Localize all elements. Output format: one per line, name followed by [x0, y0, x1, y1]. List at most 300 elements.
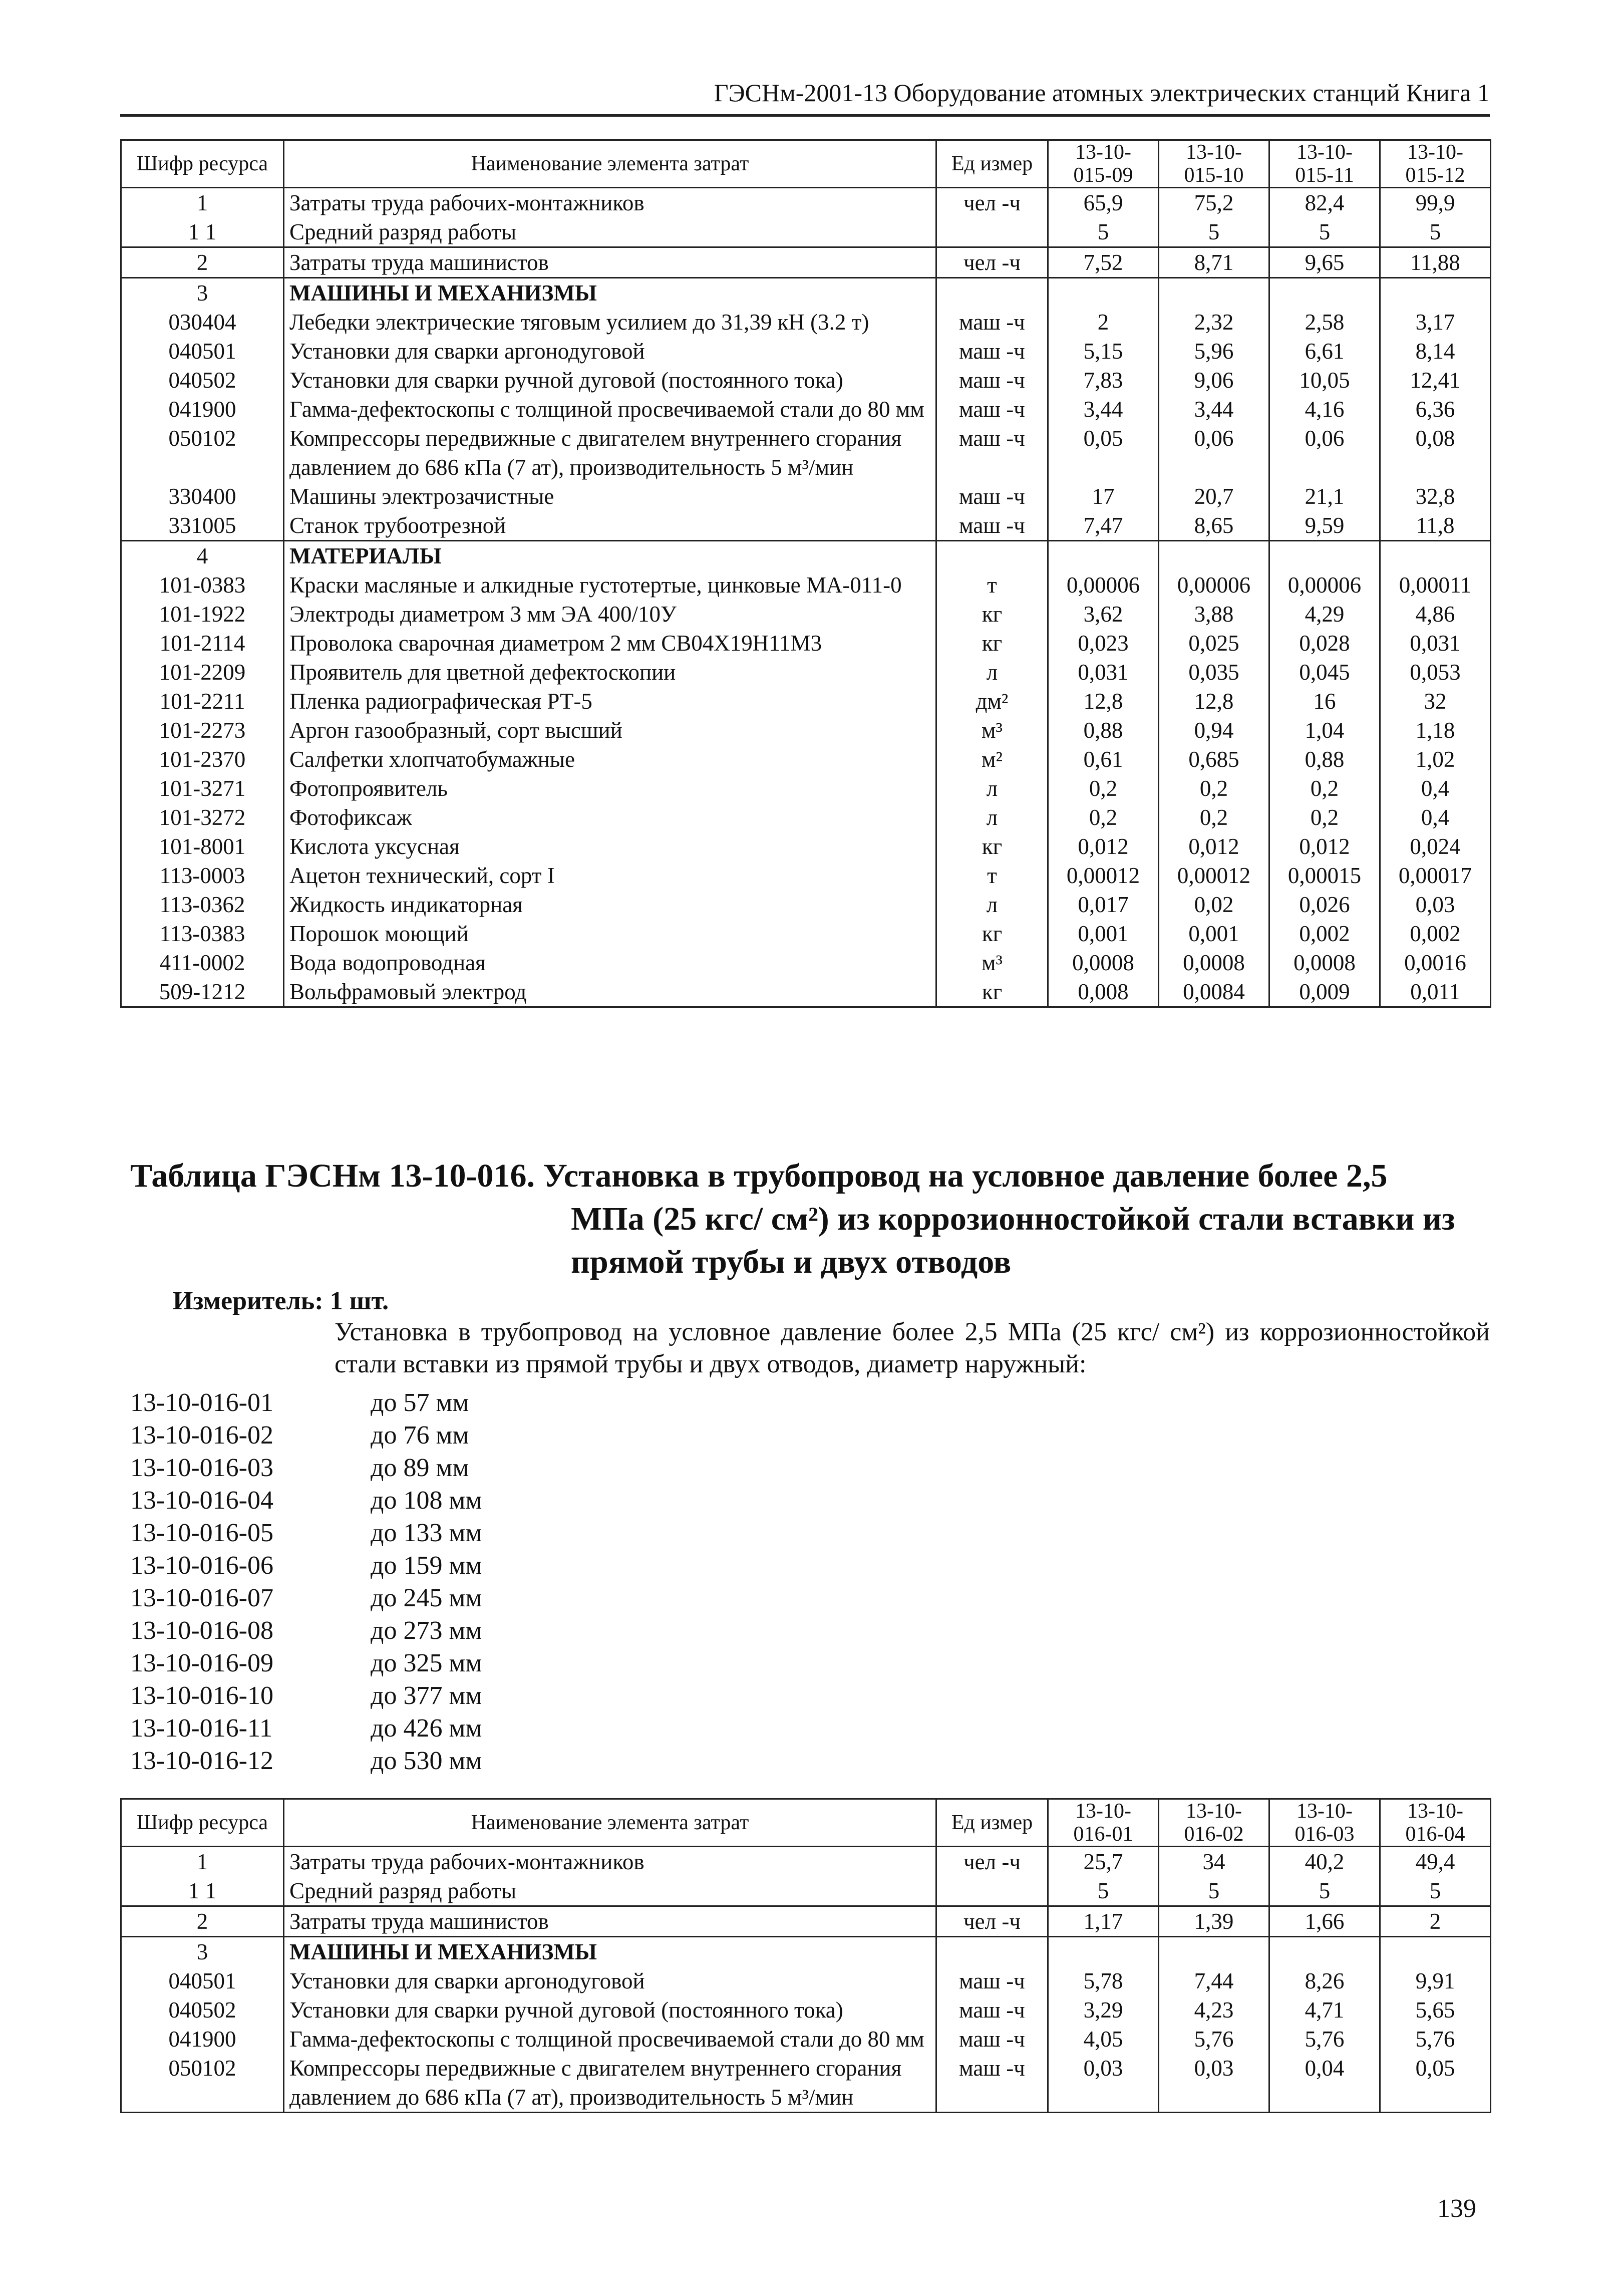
table-row [121, 395, 1491, 424]
cell-value: 5,96 [1159, 337, 1269, 366]
table-row [121, 832, 1491, 861]
cell-value: 0,2 [1159, 774, 1269, 803]
cell-unit: м³ [936, 948, 1048, 977]
cell-value: 12,8 [1159, 687, 1269, 716]
cell-value: 0,88 [1048, 716, 1159, 745]
cell-value: 0,031 [1048, 658, 1159, 687]
norm-code: 13-10-016-03 [130, 1454, 273, 1482]
cell-unit: маш -ч [936, 2054, 1048, 2113]
norm-code: 13-10-016-01 [130, 1388, 273, 1417]
cell-unit: маш -ч [936, 1966, 1048, 1995]
cell-unit: маш -ч [936, 2025, 1048, 2054]
cell-value: 21,1 [1269, 482, 1380, 511]
cell-code: 101-2114 [121, 629, 284, 658]
table-row [121, 861, 1491, 890]
cell-value: 0,2 [1269, 774, 1380, 803]
cell-unit: маш -ч [936, 511, 1048, 541]
diameter-limit: до 426 мм [371, 1714, 482, 1743]
cell-code: 101-2209 [121, 658, 284, 687]
cell-code: 050102 [121, 424, 284, 482]
cell-value: 32,8 [1380, 482, 1491, 511]
cell-value: 0,0008 [1269, 948, 1380, 977]
size-item [130, 1582, 581, 1614]
page-number: 139 [1437, 2194, 1476, 2223]
cell-name: Кислота уксусная [284, 832, 936, 861]
cell-code: 101-0383 [121, 570, 284, 600]
cell-value: 5 [1380, 217, 1491, 247]
cell-value: 6,36 [1380, 395, 1491, 424]
table-body [121, 188, 1491, 1007]
cell-value: 0,028 [1269, 629, 1380, 658]
diameter-limit: до 57 мм [371, 1388, 469, 1417]
size-item [130, 1484, 581, 1517]
cell-value: 16 [1269, 687, 1380, 716]
col-header-name: Наименование элемента затрат [284, 1799, 936, 1847]
cell-value: 0,053 [1380, 658, 1491, 687]
cell-value: 3,17 [1380, 308, 1491, 337]
cell-code: 113-0383 [121, 919, 284, 948]
cell-value: 0,05 [1048, 424, 1159, 482]
cell-value: 25,7 [1048, 1847, 1159, 1877]
cell-value: 0,00012 [1159, 861, 1269, 890]
norm-code: 13-10-016-12 [130, 1747, 273, 1775]
cell-value: 2 [1380, 1906, 1491, 1937]
title-line-1: Таблица ГЭСНм 13-10-016. Установка в трубопровод на условное давление более 2,5 [130, 1158, 1388, 1194]
cell-name: Гамма-дефектоскопы с толщиной просвечиваемой стали до 80 мм [284, 395, 936, 424]
cell-unit: чел -ч [936, 188, 1048, 218]
cell-value [1380, 1937, 1491, 1967]
cell-value: 2 [1048, 308, 1159, 337]
cell-value: 1,04 [1269, 716, 1380, 745]
cell-value: 0,00011 [1380, 570, 1491, 600]
cell-unit: маш -ч [936, 482, 1048, 511]
diameter-limit: до 89 мм [371, 1454, 469, 1482]
cell-unit: т [936, 570, 1048, 600]
col-header-norm: 13-10- 016-03 [1269, 1799, 1380, 1847]
cell-value: 3,62 [1048, 600, 1159, 629]
cell-unit: л [936, 803, 1048, 832]
diameter-limit: до 108 мм [371, 1486, 482, 1515]
cell-value: 0,06 [1269, 424, 1380, 482]
cell-value: 0,61 [1048, 745, 1159, 774]
cell-value: 4,23 [1159, 1995, 1269, 2025]
cell-value: 0,00015 [1269, 861, 1380, 890]
cell-value [1159, 541, 1269, 571]
col-header-norm: 13-10- 016-01 [1048, 1799, 1159, 1847]
cell-value: 0,025 [1159, 629, 1269, 658]
cell-value: 99,9 [1380, 188, 1491, 218]
cell-value: 10,05 [1269, 366, 1380, 395]
cell-code: 411-0002 [121, 948, 284, 977]
table-row [121, 570, 1491, 600]
table-row [121, 1906, 1491, 1937]
cell-value: 0,008 [1048, 977, 1159, 1007]
cell-unit: дм² [936, 687, 1048, 716]
cell-code: 050102 [121, 2054, 284, 2113]
cell-unit: м³ [936, 716, 1048, 745]
norm-code: 13-10-016-10 [130, 1681, 273, 1710]
cell-value: 0,00006 [1269, 570, 1380, 600]
size-item [130, 1549, 581, 1582]
cell-value: 6,61 [1269, 337, 1380, 366]
cell-value: 0,012 [1159, 832, 1269, 861]
cell-value: 0,00017 [1380, 861, 1491, 890]
cell-value: 0,2 [1159, 803, 1269, 832]
table-row [121, 803, 1491, 832]
table-header-row [121, 1799, 1491, 1847]
work-description: Установка в трубопровод на условное давление более 2,5 МПа (25 кгс/ см²) из коррозионностойкой стали вставки из прямой трубы и двух отводов, диаметр наружный: [335, 1318, 1490, 1378]
cell-value: 0,012 [1269, 832, 1380, 861]
cell-value: 32 [1380, 687, 1491, 716]
cell-value: 3,44 [1048, 395, 1159, 424]
cell-unit: л [936, 774, 1048, 803]
cell-unit: л [936, 658, 1048, 687]
size-item [130, 1745, 581, 1777]
cell-value: 8,65 [1159, 511, 1269, 541]
table-row [121, 600, 1491, 629]
table-row [121, 217, 1491, 247]
cell-unit [936, 217, 1048, 247]
cell-value: 0,001 [1048, 919, 1159, 948]
size-item [130, 1614, 581, 1647]
cell-unit: л [936, 890, 1048, 919]
table-row [121, 482, 1491, 511]
cell-value: 5 [1269, 217, 1380, 247]
cell-code: 040502 [121, 1995, 284, 2025]
cell-value [1380, 278, 1491, 308]
size-item [130, 1517, 581, 1549]
col-header-norm: 13-10- 016-04 [1380, 1799, 1491, 1847]
cell-value: 0,2 [1048, 774, 1159, 803]
cell-value: 1,66 [1269, 1906, 1380, 1937]
section-row [121, 1937, 1491, 1967]
cell-value: 9,06 [1159, 366, 1269, 395]
cell-name: Фотофиксаж [284, 803, 936, 832]
size-code-list [130, 1386, 581, 1777]
cell-value: 5 [1380, 1876, 1491, 1906]
cell-code: 2 [121, 247, 284, 278]
norm-code: 13-10-016-05 [130, 1519, 273, 1547]
table-header-row [121, 140, 1491, 188]
cell-unit [936, 1876, 1048, 1906]
cell-name: Порошок моющий [284, 919, 936, 948]
resource-table-016 [120, 1798, 1491, 2113]
col-header-name: Наименование элемента затрат [284, 140, 936, 188]
cell-name: Фотопроявитель [284, 774, 936, 803]
cell-value: 0,024 [1380, 832, 1491, 861]
cell-value: 0,031 [1380, 629, 1491, 658]
cell-value: 0,023 [1048, 629, 1159, 658]
cell-value: 0,0016 [1380, 948, 1491, 977]
table-row [121, 366, 1491, 395]
table-row [121, 948, 1491, 977]
cell-code: 1 [121, 188, 284, 218]
cell-value: 11,88 [1380, 247, 1491, 278]
cell-unit: кг [936, 832, 1048, 861]
cell-value: 0,00006 [1048, 570, 1159, 600]
cell-value: 0,04 [1269, 2054, 1380, 2113]
cell-value: 4,16 [1269, 395, 1380, 424]
cell-value: 75,2 [1159, 188, 1269, 218]
norm-code: 13-10-016-09 [130, 1649, 273, 1677]
cell-value: 7,83 [1048, 366, 1159, 395]
cell-value: 4,86 [1380, 600, 1491, 629]
cell-unit: м² [936, 745, 1048, 774]
cell-code: 4 [121, 541, 284, 571]
cell-name: Гамма-дефектоскопы с толщиной просвечиваемой стали до 80 мм [284, 2025, 936, 2054]
cell-value: 0,045 [1269, 658, 1380, 687]
size-item [130, 1386, 581, 1419]
cell-value: 2,58 [1269, 308, 1380, 337]
diameter-limit: до 159 мм [371, 1551, 482, 1580]
cell-name: Станок трубоотрезной [284, 511, 936, 541]
cell-unit: чел -ч [936, 247, 1048, 278]
diameter-limit: до 133 мм [371, 1519, 482, 1547]
cell-name: Установки для сварки ручной дуговой (постоянного тока) [284, 366, 936, 395]
size-item [130, 1647, 581, 1679]
table-row [121, 2025, 1491, 2054]
cell-value: 1,39 [1159, 1906, 1269, 1937]
size-item [130, 1679, 581, 1712]
cell-code: 101-1922 [121, 600, 284, 629]
cell-value: 4,05 [1048, 2025, 1159, 2054]
cell-code: 101-3271 [121, 774, 284, 803]
cell-value: 17 [1048, 482, 1159, 511]
cell-value: 0,685 [1159, 745, 1269, 774]
cell-code: 040501 [121, 337, 284, 366]
size-item [130, 1452, 581, 1484]
table-row [121, 1966, 1491, 1995]
table-row [121, 890, 1491, 919]
cell-value: 8,71 [1159, 247, 1269, 278]
cell-value: 0,0008 [1048, 948, 1159, 977]
norm-code: 13-10-016-02 [130, 1421, 273, 1450]
cell-unit: кг [936, 919, 1048, 948]
cell-value: 0,002 [1380, 919, 1491, 948]
cell-unit: маш -ч [936, 1995, 1048, 2025]
cell-unit: маш -ч [936, 395, 1048, 424]
title-line-3: прямой трубы и двух отводов [571, 1244, 1012, 1280]
col-header-code: Шифр ресурса [121, 140, 284, 188]
table-row [121, 308, 1491, 337]
table-row [121, 716, 1491, 745]
diameter-limit: до 325 мм [371, 1649, 482, 1677]
cell-code: 1 [121, 1847, 284, 1877]
cell-value: 1,02 [1380, 745, 1491, 774]
cell-unit: чел -ч [936, 1847, 1048, 1877]
cell-name: Установки для сварки аргонодуговой [284, 337, 936, 366]
col-header-unit: Ед измер [936, 1799, 1048, 1847]
cell-value: 0,0008 [1159, 948, 1269, 977]
cell-value: 8,26 [1269, 1966, 1380, 1995]
cell-code: 101-8001 [121, 832, 284, 861]
cell-code: 3 [121, 278, 284, 308]
cell-value: 1,17 [1048, 1906, 1159, 1937]
cell-value: 5,76 [1380, 2025, 1491, 2054]
table-row [121, 337, 1491, 366]
table-row [121, 188, 1491, 218]
cell-code: 509-1212 [121, 977, 284, 1007]
cell-value: 0,017 [1048, 890, 1159, 919]
resource-table-015 [120, 139, 1491, 1008]
cell-value: 11,8 [1380, 511, 1491, 541]
cell-value: 0,08 [1380, 424, 1491, 482]
cell-value: 7,47 [1048, 511, 1159, 541]
cell-code: 2 [121, 1906, 284, 1937]
table-row [121, 1847, 1491, 1877]
cell-value: 3,88 [1159, 600, 1269, 629]
cell-unit: кг [936, 629, 1048, 658]
col-header-norm: 13-10- 015-12 [1380, 140, 1491, 188]
table-row [121, 2054, 1491, 2113]
cell-value: 34 [1159, 1847, 1269, 1877]
cell-name: МАШИНЫ И МЕХАНИЗМЫ [284, 278, 936, 308]
cell-value: 3,29 [1048, 1995, 1159, 2025]
cell-name: Установки для сварки ручной дуговой (постоянного тока) [284, 1995, 936, 2025]
cell-value: 9,59 [1269, 511, 1380, 541]
col-header-norm: 13-10- 016-02 [1159, 1799, 1269, 1847]
cell-name: Затраты труда рабочих-монтажников [284, 1847, 936, 1877]
cell-value [1048, 278, 1159, 308]
cell-value: 0,012 [1048, 832, 1159, 861]
table-row [121, 774, 1491, 803]
cell-code: 101-2273 [121, 716, 284, 745]
cell-value: 49,4 [1380, 1847, 1491, 1877]
cell-name: Средний разряд работы [284, 1876, 936, 1906]
cell-value: 0,00006 [1159, 570, 1269, 600]
cell-value: 40,2 [1269, 1847, 1380, 1877]
cell-value: 0,2 [1048, 803, 1159, 832]
section-row [121, 278, 1491, 308]
norm-code: 13-10-016-08 [130, 1616, 273, 1645]
table-row [121, 687, 1491, 716]
cell-value: 0,035 [1159, 658, 1269, 687]
cell-code: 030404 [121, 308, 284, 337]
cell-name: Электроды диаметром 3 мм ЭА 400/10У [284, 600, 936, 629]
cell-code: 040501 [121, 1966, 284, 1995]
cell-value: 0,026 [1269, 890, 1380, 919]
cell-name: Аргон газообразный, сорт высший [284, 716, 936, 745]
cell-value: 12,8 [1048, 687, 1159, 716]
cell-code: 101-2211 [121, 687, 284, 716]
cell-value: 5,15 [1048, 337, 1159, 366]
cell-value: 0,001 [1159, 919, 1269, 948]
cell-name: Вольфрамовый электрод [284, 977, 936, 1007]
cell-value: 1,18 [1380, 716, 1491, 745]
cell-value: 3,44 [1159, 395, 1269, 424]
cell-value: 0,009 [1269, 977, 1380, 1007]
cell-value: 0,03 [1380, 890, 1491, 919]
measure-unit: Измеритель: 1 шт. [173, 1287, 389, 1315]
norm-code: 13-10-016-11 [130, 1714, 273, 1743]
cell-value [1159, 1937, 1269, 1967]
cell-name: Затраты труда рабочих-монтажников [284, 188, 936, 218]
cell-name: МАШИНЫ И МЕХАНИЗМЫ [284, 1937, 936, 1967]
cell-value: 0,03 [1048, 2054, 1159, 2113]
section-row [121, 541, 1491, 571]
col-header-norm: 13-10- 015-09 [1048, 140, 1159, 188]
cell-code: 1 1 [121, 1876, 284, 1906]
cell-value: 8,14 [1380, 337, 1491, 366]
cell-name: Жидкость индикаторная [284, 890, 936, 919]
cell-name: МАТЕРИАЛЫ [284, 541, 936, 571]
diameter-limit: до 76 мм [371, 1421, 469, 1450]
table-row [121, 658, 1491, 687]
diameter-limit: до 377 мм [371, 1681, 482, 1710]
cell-code: 101-2370 [121, 745, 284, 774]
cell-value: 0,0084 [1159, 977, 1269, 1007]
diameter-limit: до 245 мм [371, 1584, 482, 1612]
norm-code: 13-10-016-06 [130, 1551, 273, 1580]
cell-name: Проявитель для цветной дефектоскопии [284, 658, 936, 687]
cell-name: Салфетки хлопчатобумажные [284, 745, 936, 774]
title-line-2: МПа (25 кгс/ см²) из коррозионностойкой стали вставки из [571, 1201, 1455, 1237]
cell-value: 20,7 [1159, 482, 1269, 511]
cell-value: 0,00012 [1048, 861, 1159, 890]
table-row [121, 511, 1491, 541]
cell-code: 3 [121, 1937, 284, 1967]
cell-value: 9,91 [1380, 1966, 1491, 1995]
cell-unit: т [936, 861, 1048, 890]
cell-value: 0,06 [1159, 424, 1269, 482]
cell-value: 0,011 [1380, 977, 1491, 1007]
table-row [121, 424, 1491, 482]
cell-value: 0,03 [1159, 2054, 1269, 2113]
cell-code: 113-0003 [121, 861, 284, 890]
cell-value: 5 [1048, 217, 1159, 247]
cell-name: Пленка радиографическая РТ-5 [284, 687, 936, 716]
cell-code: 041900 [121, 2025, 284, 2054]
size-item [130, 1419, 581, 1452]
cell-value: 5 [1048, 1876, 1159, 1906]
table-row [121, 919, 1491, 948]
cell-value: 0,2 [1269, 803, 1380, 832]
cell-unit: маш -ч [936, 308, 1048, 337]
cell-value: 0,88 [1269, 745, 1380, 774]
cell-unit: маш -ч [936, 337, 1048, 366]
cell-name: Затраты труда машинистов [284, 247, 936, 278]
norm-code: 13-10-016-04 [130, 1486, 273, 1515]
cell-value: 0,02 [1159, 890, 1269, 919]
table-body [121, 1847, 1491, 2113]
cell-code: 041900 [121, 395, 284, 424]
diameter-limit: до 530 мм [371, 1747, 482, 1775]
cell-name: Вода водопроводная [284, 948, 936, 977]
cell-value [1159, 278, 1269, 308]
cell-unit: кг [936, 977, 1048, 1007]
cell-value: 5 [1159, 1876, 1269, 1906]
cell-unit: маш -ч [936, 424, 1048, 482]
cell-name: Краски масляные и алкидные густотертые, цинковые МА-011-0 [284, 570, 936, 600]
cell-unit: маш -ч [936, 366, 1048, 395]
cell-value: 0,002 [1269, 919, 1380, 948]
cell-unit: кг [936, 600, 1048, 629]
cell-value [1380, 541, 1491, 571]
cell-value [1048, 1937, 1159, 1967]
cell-value: 0,94 [1159, 716, 1269, 745]
table-row [121, 1995, 1491, 2025]
col-header-code: Шифр ресурса [121, 1799, 284, 1847]
cell-value: 7,44 [1159, 1966, 1269, 1995]
cell-name: Установки для сварки аргонодуговой [284, 1966, 936, 1995]
table-row [121, 629, 1491, 658]
cell-value: 0,4 [1380, 803, 1491, 832]
col-header-unit: Ед измер [936, 140, 1048, 188]
diameter-limit: до 273 мм [371, 1616, 482, 1645]
cell-value: 2,32 [1159, 308, 1269, 337]
cell-value: 5,78 [1048, 1966, 1159, 1995]
section-title [120, 1155, 1490, 1284]
